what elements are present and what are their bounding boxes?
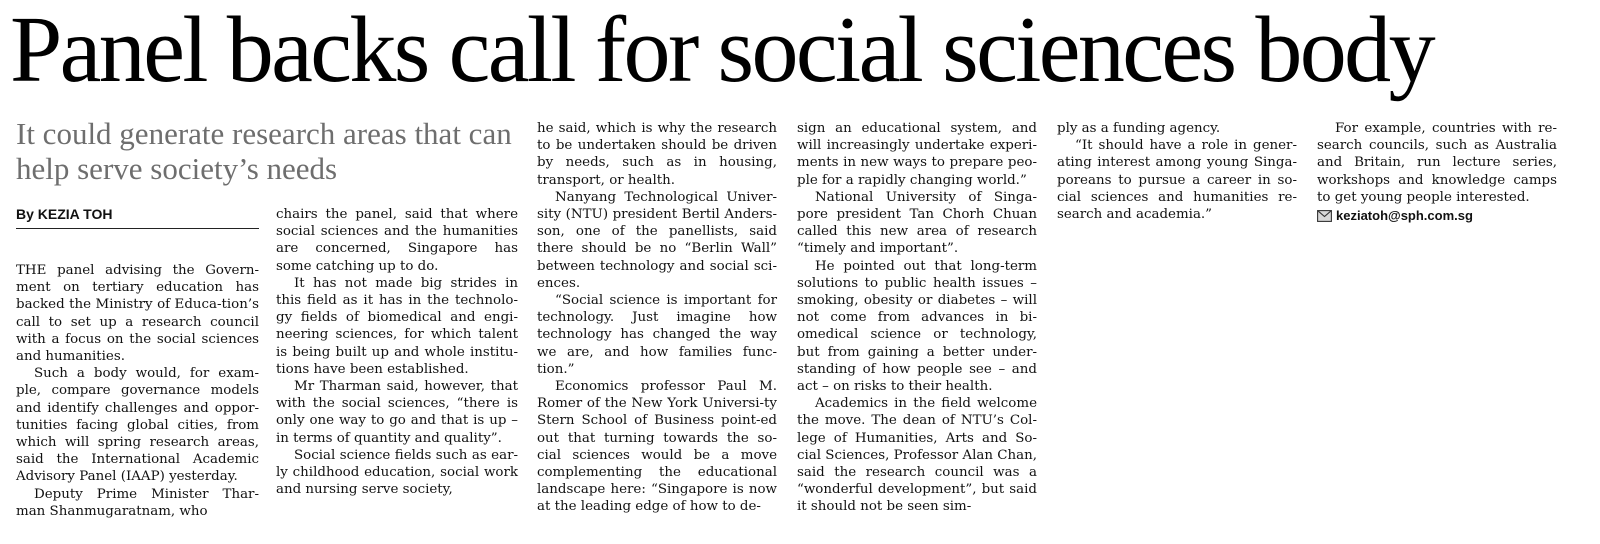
- paragraph: He pointed out that long-term solutions to public health issues – smoking, obesity or diabetes – will not come from advances in bi-omedical science or technology, but from gaining a better under-standing of how people see – and act – on risks to their health.: [797, 258, 1037, 395]
- paragraph: he said, which is why the research to be undertaken should be driven by needs, such as in housing, transport, or health.: [537, 121, 777, 188]
- paragraph: Such a body would, for exam-ple, compare governance models and identify challenges and oppor-tunities facing global cities, from which will spring research areas, said the International Academic Advisory Panel (IAAP) yesterday.: [16, 366, 259, 485]
- byline: By KEZIA TOH: [16, 205, 259, 229]
- paragraph: Economics professor Paul M. Romer of the New York Universi-ty Stern School of Business point-ed out that turning towards the so-cial sciences would be a move complementing the educational landscape here: “Singapore is now at the leading edge of how to de-: [537, 379, 777, 515]
- headline: Panel backs call for social sciences body: [10, 0, 1433, 102]
- paragraph: National University of Singa-pore president Tan Chorh Chuan called this new area of research “timely and important”.: [797, 189, 1037, 257]
- article-column-4: [797, 120, 1037, 516]
- paragraph: Nanyang Technological Univer-sity (NTU) president Bertil Anders-son, one of the panellists, said there should be no “Berlin Wall” between technology and social sci-ences.: [537, 189, 777, 291]
- paragraph: Deputy Prime Minister Thar-man Shanmugaratnam, who: [16, 486, 259, 519]
- paragraph: “Social science is important for technology. Just imagine how technology has changed the way we are, and how families func-tion.”: [537, 293, 777, 377]
- author-email[interactable]: [1317, 207, 1557, 224]
- envelope-icon: [1317, 210, 1332, 222]
- article-column-6: [1317, 120, 1557, 224]
- paragraph: Mr Tharman said, however, that with the social sciences, “there is only one way to go and that is up – in terms of quantity and quality”.: [276, 379, 518, 446]
- paragraph: Social science fields such as ear-ly childhood education, social work and nursing serve society,: [276, 447, 518, 498]
- paragraph: THE panel advising the Govern-ment on tertiary education has backed the Ministry of Educa-tion’s call to set up a research council with a focus on the social sciences and humanities.: [16, 263, 259, 365]
- article-column-3: [537, 120, 777, 516]
- paragraph: For example, countries with re-search councils, such as Australia and Britain, run lecture series, workshops and knowledge camps to get young people interested.: [1317, 121, 1557, 205]
- subheadline: It could generate research areas that can help serve society’s needs: [16, 116, 512, 186]
- paragraph: “It should have a role in gener-ating interest among young Singa-poreans to pursue a career in so-cial sciences and humanities re-search and academia.”: [1057, 138, 1297, 223]
- article-column-2: [276, 206, 518, 498]
- paragraph: It has not made big strides in this field as it has in the technolo-gy fields of biomedical and engi-neering sciences, for which talent is being built up and whole institu-tions have been established.: [276, 275, 518, 377]
- paragraph: sign an educational system, and will increasingly undertake experi-ments in new ways to prepare peo-ple for a rapidly changing world.”: [797, 121, 1037, 188]
- paragraph: Academics in the field welcome the move. The dean of NTU’s Col-lege of Humanities, Arts and So-cial Sciences, Professor Alan Chan, said the research council was a “wonderful development”, but said it should not be seen sim-: [797, 396, 1037, 515]
- paragraph: chairs the panel, said that where social sciences and the humanities are concerned, Singapore has some catching up to do.: [276, 207, 518, 274]
- author-email-text: keziatoh@sph.com.sg: [1336, 208, 1473, 224]
- article-column-5: [1057, 120, 1297, 223]
- paragraph: ply as a funding agency.: [1057, 121, 1221, 136]
- article-column-1: [16, 262, 259, 520]
